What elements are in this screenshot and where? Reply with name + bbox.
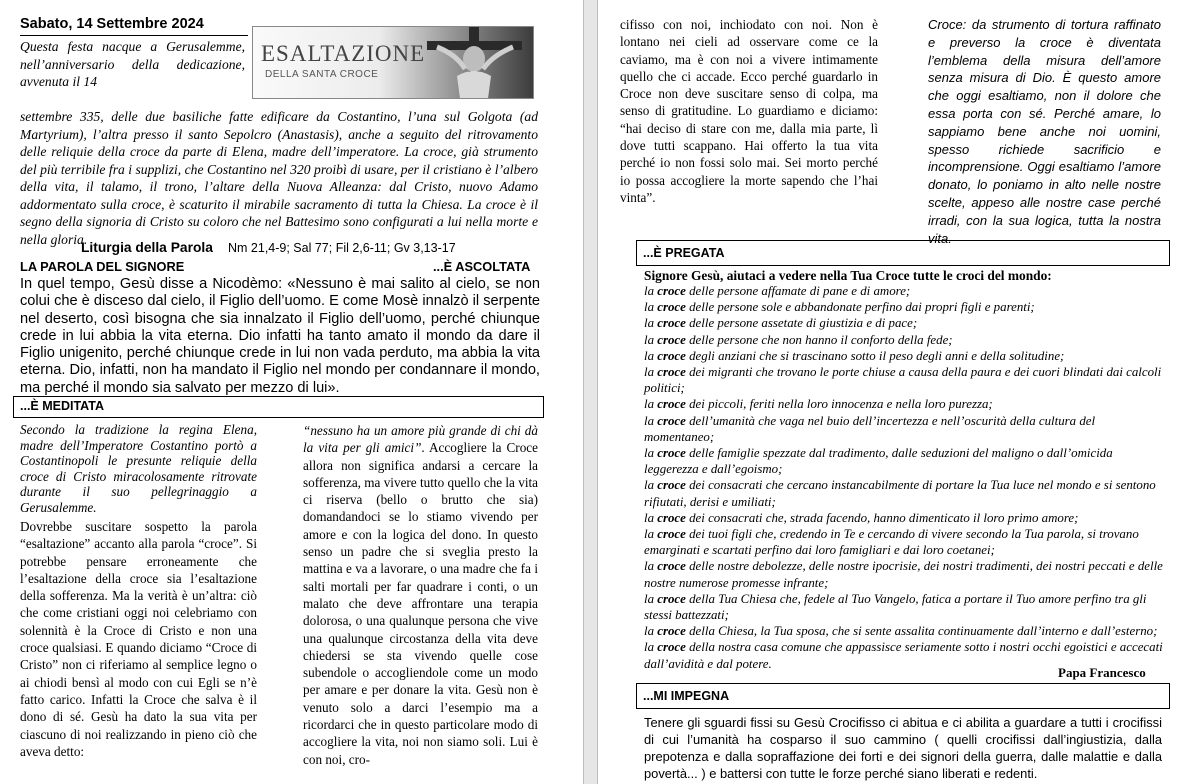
prayer-item-prefix: la <box>644 510 658 525</box>
prayer-item-prefix: la <box>644 478 658 493</box>
meditation-intro: Secondo la tradizione la regina Elena, madre dell’Imperatore Costantino portò a Costantinopoli le presunte reliquie della croce di Cristo miracolosamente ritrovate durante il suo pellegrinaggio a Gerusalemme. <box>20 422 257 515</box>
prayer-item-keyword: croce <box>657 510 686 525</box>
prayer-item-prefix: la <box>644 348 658 363</box>
prayer-item-keyword: croce <box>657 300 686 315</box>
banner-subtitle: DELLA SANTA CROCE <box>265 69 379 80</box>
prayer-item <box>644 315 1164 331</box>
prayer-item <box>644 299 1164 315</box>
prayer-item-text: della Chiesa, la Tua sposa, che si sente assalita continuamente dall’interno e dall’esterno; <box>685 624 1158 639</box>
prayer-signature: Papa Francesco <box>1058 665 1146 680</box>
prayer-list <box>644 283 1164 672</box>
meditation-quote: “nessuno ha un amore più grande di chi dà la vita per gli amici” <box>303 423 538 456</box>
meditation-column-3: cifisso con noi, inchiodato con noi. Non è lontano nei cieli ad osservare come ce la caviamo, ma è con noi a vivere intimamente quello che ci accade. Ecco perché guardarlo in Croce non deve suscitare senso di colpa, ma senso di gratitudine. Lo guardiamo e diciamo: “hai deciso di stare con me, dalla mia parte, lì dove tutti scappano. Hai offerto la tua vita perché io non fossi solo mai. Sei morto perché io possa accogliere la morte sapendo che l’hai vinta”. <box>620 17 878 205</box>
prayer-item <box>644 413 1164 445</box>
prayer-item-keyword: croce <box>657 397 686 412</box>
prayer-item <box>644 558 1164 590</box>
prayer-item-prefix: la <box>644 591 658 606</box>
prayer-item-prefix: la <box>644 559 658 574</box>
meditation-column-1: Dovrebbe suscitare sospetto la parola “esaltazione” accanto alla parola “croce”. Si potrebbe pensare erroneamente che l’esaltazione della croce sia l’esaltazione della sofferenza. Ma la verità è un’altra: ciò che come cristiani oggi noi celebriamo con solennità è la Croce di Cristo e non una croce qualsiasi. E quando diciamo “Croce di Cristo” non ci riferiamo al semplice legno o ai chiodi bensì al modo con cui Egli se n’è fatto carico. Infatti la Croce che salva è il dono di sé. Gesù ha dato la sua vita per ciascuno di noi realizzando in pieno ciò che aveva detto: <box>20 519 257 759</box>
liturgy-title: Liturgia della Parola <box>81 240 213 255</box>
prayer-item-prefix: la <box>644 527 658 542</box>
prayer-item-text: delle persone affamate di pane e di amore; <box>685 284 911 298</box>
meditata-heading: ...È MEDITATA <box>20 399 105 413</box>
prayer-item-text: dei migranti che trovano le porte chiuse a causa della paura e dei cuori blindati dai calcoli politici; <box>644 365 1162 396</box>
prayer-item-text: delle persone assetate di giustizia e di pace; <box>685 316 918 331</box>
prayer-item-keyword: croce <box>657 348 686 363</box>
prayer-item-text: degli anziani che si trascinano sotto il peso degli anni e della solitudine; <box>685 348 1065 363</box>
right-page <box>598 0 1185 784</box>
prayer-item-keyword: croce <box>657 413 686 428</box>
prayer-item-prefix: la <box>644 397 658 412</box>
prayer-item-prefix: la <box>644 413 658 428</box>
prayer-item-prefix: la <box>644 284 658 298</box>
prayer-item-text: dei consacrati che, strada facendo, hanno dimenticato il loro primo amore; <box>685 510 1079 525</box>
prayer-item-text: dei tuoi figli che, credendo in Te e cercando di vivere secondo la Tua parola, si trovano emarginati e scartati perfino dai loro famigliari e dai loro coetanei; <box>644 527 1139 558</box>
prayer-item-keyword: croce <box>657 365 686 380</box>
prayer-item-text: dei piccoli, feriti nella loro innocenza e nella loro purezza; <box>685 397 993 412</box>
liturgy-references: Nm 21,4-9; Sal 77; Fil 2,6-11; Gv 3,13-17 <box>228 241 456 255</box>
prayer-item-text: delle persone sole e abbandonate perfino dai propri figli e parenti; <box>685 300 1035 315</box>
prayer-item-keyword: croce <box>657 316 686 331</box>
prayer-item-keyword: croce <box>657 478 686 493</box>
prayer-item <box>644 510 1164 526</box>
prayer-item-prefix: la <box>644 640 658 655</box>
prayer-item-keyword: croce <box>657 640 686 655</box>
prayer-item-text: della nostra casa comune che appassisce seriamente sotto i nostri occhi egoistici e accecati dall’avidità e dal potere. <box>644 640 1163 671</box>
prayer-item-prefix: la <box>644 332 658 347</box>
crucifix-figure-icon <box>417 26 527 99</box>
prayer-item <box>644 283 1164 299</box>
prayer-item-keyword: croce <box>657 527 686 542</box>
meditation-column-2-text: . Accogliere la Croce allora non significa andarsi a cercare la sofferenza, ma vivere tutto quello che la vita ci riserva (bello o brutto che sia) domandandoci se lo stiamo vivendo per amore e con la logica del dono. In questo senso un padre che si sveglia presto la mattina e va a lavorare, o una madre che fa i salti mortali per far quadrare i conti, o un malato che deve affrontare una terapia dolorosa, o una qualunque persona che vive una qualunque circostanza della vita deve chiedersi se sta vivendo quelle cose subendole o accogliendole come un modo per amare e per donare la vita. Gesù non è venuto solo a darci l’esempio ma a ricordarci che in questo particolare modo di accogliere la vita, noi non siamo soli. Lui è con noi, cro- <box>303 440 538 767</box>
prayer-item-text: delle persone che non hanno il conforto della fede; <box>685 332 953 347</box>
prayer-item <box>644 623 1164 639</box>
parola-heading: LA PAROLA DEL SIGNORE <box>20 259 185 274</box>
prayer-item <box>644 445 1164 477</box>
prayer-item-text: dei consacrati che cercano instancabilmente di portare la Tua luce nel mondo e si sentono rifiutati, derisi e umiliati; <box>644 478 1156 509</box>
feast-banner-image <box>252 26 534 99</box>
prayer-item <box>644 332 1164 348</box>
prayer-item-prefix: la <box>644 316 658 331</box>
prayer-item-text: delle famiglie spezzate dal tradimento, dalle seduzioni del maligno o dall’omicida leggerezza e dall’egoismo; <box>644 446 1113 477</box>
prayer-item-prefix: la <box>644 446 658 461</box>
intro-text-top: Questa festa nacque a Gerusalemme, nell’anniversario della dedicazione, avvenuta il 14 <box>20 39 245 89</box>
date-heading: Sabato, 14 Settembre 2024 <box>20 16 204 32</box>
prayer-item-text: delle nostre debolezze, delle nostre ipocrisie, dei nostri tradimenti, dei nostri peccati e delle nostre numerose promesse infrante; <box>644 559 1163 590</box>
banner-title: ESALTAZIONE <box>261 41 426 66</box>
prayer-item <box>644 591 1164 623</box>
pregata-heading-box <box>636 240 1170 266</box>
prayer-item <box>644 348 1164 364</box>
prayer-item-keyword: croce <box>657 284 686 298</box>
prayer-item-keyword: croce <box>657 559 686 574</box>
page-gutter <box>583 0 598 784</box>
prayer-item-text: dell’umanità che vaga nel buio dell’incertezza e nell’oscurità della cultura del momentaneo; <box>644 413 1096 444</box>
ascoltata-heading: ...È ASCOLTATA <box>433 259 531 274</box>
prayer-intro: Signore Gesù, aiutaci a vedere nella Tua Croce tutte le croci del mondo: <box>644 268 1052 283</box>
intro-text: settembre 335, delle due basiliche fatte edificare da Costantino, l’una sul Golgota (ad Martyrium), l’altra presso il santo Sepolcro (Anastasis), anche a seguito del ritrovamento delle reliquie della croce da parte di Elena, madre dell’imperatore. La croce, già strumento del più terribile fra i supplizi, che Costantino nel 320 proibì di usare, per il cristiano è l’albero della vita, il talamo, il trono, l’altare della Nuova Alleanza: dal Cristo, nuovo Adamo addormentato sulla croce, è scaturito il mirabile sacramento di tutta la Chiesa. La croce è il segno della signoria di Cristo su coloro che nel Battesimo sono configurati a lui nella morte e nella gloria. <box>20 109 538 247</box>
pregata-heading: ...È PREGATA <box>643 246 725 260</box>
prayer-item <box>644 364 1164 396</box>
prayer-item-keyword: croce <box>657 446 686 461</box>
impegna-text: Tenere gli sguardi fissi su Gesù Crocifisso ci abitua e ci abilita a guardare a tutti i crocifissi di cui l’umanità ha cosparso il suo cammino ( quelli crocifissi dall’ingiustizia, dalla prepotenza e dalla sopraffazione dei forti e dei signori della guerra, dalle malattie e dalla povertà... ) e battersi con tutte le forze perché siano liberati e redenti. <box>644 715 1162 782</box>
prayer-item <box>644 396 1164 412</box>
prayer-item-keyword: croce <box>657 332 686 347</box>
meditation-column-2 <box>303 422 538 768</box>
impegna-heading: ...MI IMPEGNA <box>643 689 730 703</box>
prayer-item <box>644 526 1164 558</box>
prayer-item-prefix: la <box>644 365 658 380</box>
gospel-text: In quel tempo, Gesù disse a Nicodèmo: «Nessuno è mai salito al cielo, se non colui che è disceso dal cielo, il Figlio dell’uomo. E come Mosè innalzò il serpente nel deserto, così bisogna che sia innalzato il Figlio dell’uomo, perché chiunque crede in lui abbia la vita eterna. Dio infatti ha tanto amato il mondo da dare il Figlio unigenito, perché chiunque crede in lui non vada perduto, ma abbia la vita eterna. Dio, infatti, non ha mandato il Figlio nel mondo per condannare il mondo, ma perché il mondo sia salvato per mezzo di lui». <box>20 276 540 396</box>
meditation-column-4: Croce: da strumento di tortura raffinato e preverso la croce è diventata l’emblema della misura dell’amore senza misura di Dio. È questo amore che oggi esaltiamo, non il dolore che essa porta con sé. Perché amare, lo sappiamo bene anche noi uomini, spesso richiede sacrificio e incomprensione. Oggi esaltiamo l’amore donato, lo poniamo in alto nelle nostre scelte, appeso alle nostre case perché irradi, con la sua logica, tutta la nostra vita. <box>928 17 1161 246</box>
prayer-item-keyword: croce <box>657 591 686 606</box>
meditata-heading-box <box>13 396 544 418</box>
prayer-item <box>644 477 1164 509</box>
impegna-heading-box <box>636 683 1170 709</box>
prayer-item-prefix: la <box>644 300 658 315</box>
prayer-item-keyword: croce <box>657 624 686 639</box>
date-underline <box>20 35 248 36</box>
left-page <box>0 0 583 784</box>
prayer-item-text: della Tua Chiesa che, fedele al Tuo Vangelo, fatica a portare il Tuo amore perfino tra gli stessi battezzati; <box>644 591 1147 623</box>
prayer-item-prefix: la <box>644 624 658 639</box>
